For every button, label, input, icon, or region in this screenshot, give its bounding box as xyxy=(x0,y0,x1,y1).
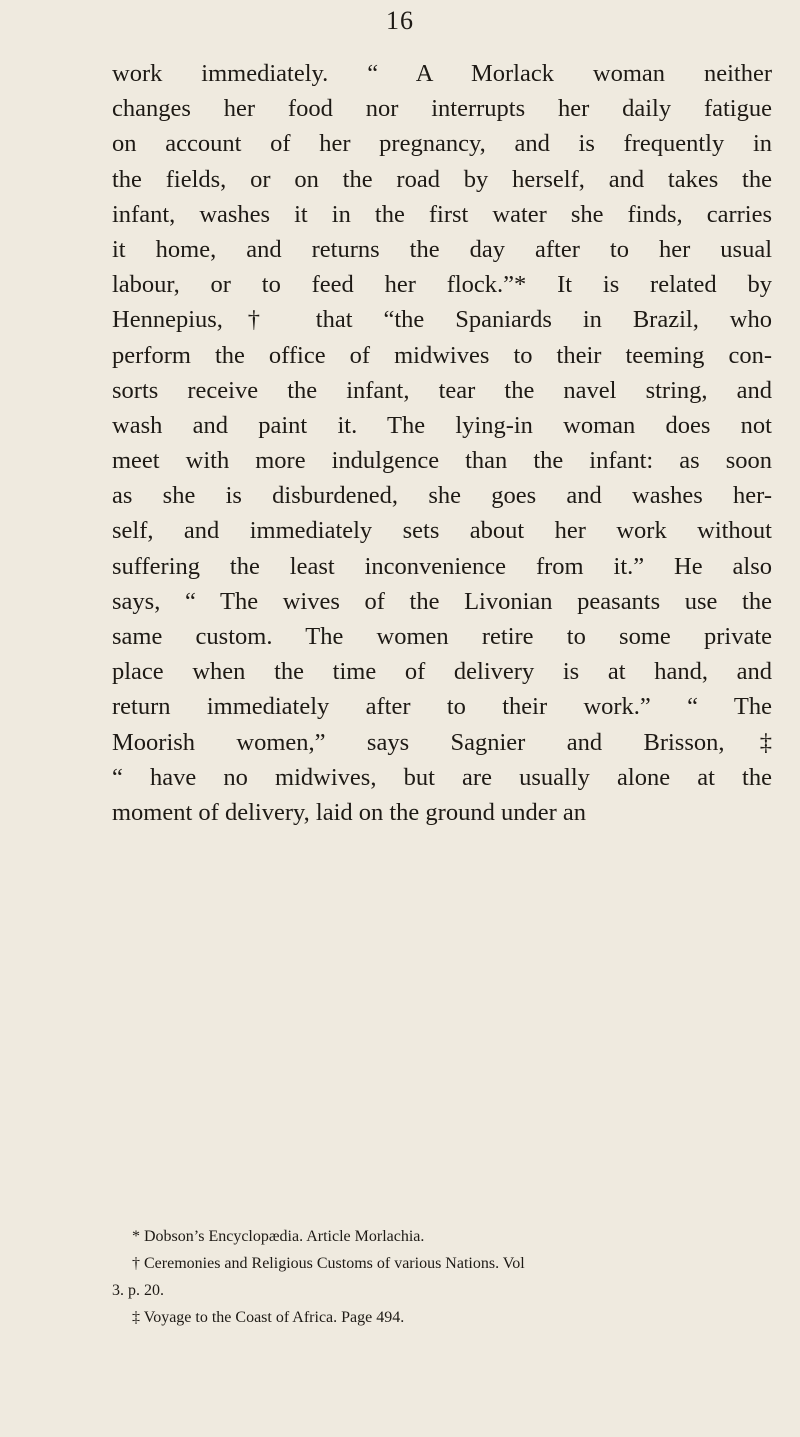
text-line: Moorish women,” says Sagnier and Brisson,‡ xyxy=(112,728,772,756)
text-line: infant, washes it in the first water she finds, carries xyxy=(112,200,772,228)
footnotes xyxy=(112,1223,772,1331)
text-line: work immediately. “ A Morlack woman neither xyxy=(112,60,772,87)
text-line: place when the time of delivery is at hand, and xyxy=(112,658,772,686)
footnote: † Ceremonies and Religious Customs of various Nations. Vol xyxy=(132,1255,525,1272)
text-line: the fields, or on the road by herself, and takes the xyxy=(112,165,772,193)
text-line: suffering the least inconvenience from it.” He also xyxy=(112,552,772,580)
footnote-continuation: 3. p. 20. xyxy=(112,1282,164,1299)
text-line: as she is disburdened, she goes and washes her- xyxy=(112,482,772,510)
text-line: says, “ The wives of the Livonian peasants use the xyxy=(112,587,772,615)
text-line: sorts receive the infant, tear the navel string, and xyxy=(112,376,772,404)
text-line: perform the office of midwives to their teeming con- xyxy=(112,341,772,369)
page-number: 16 xyxy=(386,6,414,35)
text-line: “ have no midwives, but are usually alone at the xyxy=(112,763,772,791)
text-line: it home, and returns the day after to her usual xyxy=(112,235,772,263)
footnote: * Dobson’s Encyclopædia. Article Morlachia. xyxy=(132,1228,425,1245)
text-line: return immediately after to their work.” “ The xyxy=(112,693,772,721)
text-line: changes her food nor interrupts her daily fatigue xyxy=(112,95,772,123)
text-line: Hennepius,† that “the Spaniards in Brazil, who xyxy=(112,306,772,334)
text-line: on account of her pregnancy, and is frequently in xyxy=(112,130,772,158)
text-line: moment of delivery, laid on the ground under an xyxy=(112,798,586,826)
footnote: ‡ Voyage to the Coast of Africa. Page 494. xyxy=(132,1309,405,1326)
body-text xyxy=(112,56,772,830)
text-line: meet with more indulgence than the infant: as soon xyxy=(112,447,772,475)
text-line: self, and immediately sets about her work without xyxy=(112,517,772,545)
text-line: same custom. The women retire to some private xyxy=(112,623,772,650)
text-line: wash and paint it. The lying-in woman does not xyxy=(112,411,772,439)
text-line: labour, or to feed her flock.”* It is related by xyxy=(112,271,772,299)
